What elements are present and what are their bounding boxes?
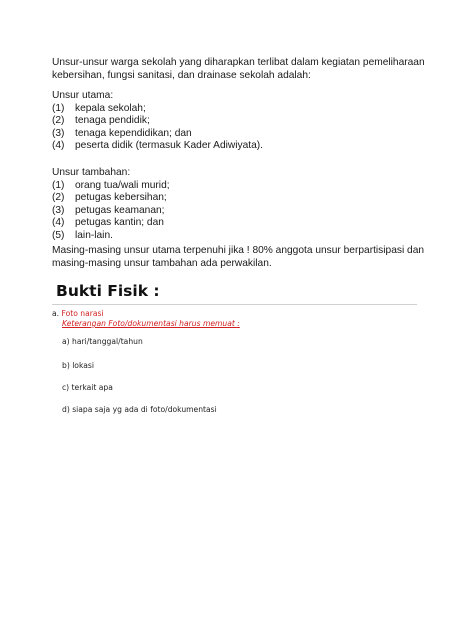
list-text: peserta didik (termasuk Kader Adiwiyata). xyxy=(75,140,263,152)
sub-item: b) lokasi xyxy=(62,361,94,370)
intro-line: kebersihan, fungsi sanitasi, dan drainase sekolah adalah: xyxy=(52,69,311,81)
section-title: Unsur tambahan: xyxy=(52,167,131,178)
unsur-tambahan-section xyxy=(52,167,170,243)
list-text: orang tua/wali murid; xyxy=(75,179,170,191)
list-number: (1) xyxy=(52,102,65,114)
sub-item: d) siapa saja yg ada di foto/dokumentasi xyxy=(62,405,217,414)
list-item xyxy=(52,180,170,193)
list-text: lain-lain. xyxy=(75,229,113,241)
list-number: (3) xyxy=(52,127,65,139)
foto-narasi-label: Foto narasi xyxy=(61,309,104,318)
list-text: kepala sekolah; xyxy=(75,102,146,114)
section-title: Unsur utama: xyxy=(52,90,114,101)
sub-item: a) hari/tanggal/tahun xyxy=(62,337,143,346)
list-item xyxy=(52,217,170,230)
list-text: tenaga pendidik; xyxy=(75,115,150,127)
heading-divider xyxy=(52,304,417,305)
list-number: (3) xyxy=(52,204,65,216)
unsur-utama-section xyxy=(52,90,263,153)
list-item xyxy=(52,192,170,205)
sub-item: c) terkait apa xyxy=(62,383,113,392)
list-text: petugas kebersihan; xyxy=(75,192,167,204)
list-number: (5) xyxy=(52,229,65,241)
closing-line: Masing-masing unsur utama terpenuhi jika ! 80% anggota unsur berpartisipasi dan xyxy=(52,245,425,256)
list-number: (4) xyxy=(52,217,65,229)
list-number: (4) xyxy=(52,140,65,152)
list-text: tenaga kependidikan; dan xyxy=(75,127,192,139)
list-item xyxy=(52,103,263,116)
list-item xyxy=(52,140,263,153)
list-text: petugas kantin; dan xyxy=(75,217,164,229)
item-prefix: a. xyxy=(52,309,60,318)
list-number: (1) xyxy=(52,179,65,191)
list-number: (2) xyxy=(52,115,65,127)
intro-line: Unsur-unsur warga sekolah yang diharapkan terlibat dalam kegiatan pemeliharaan xyxy=(52,57,425,68)
closing-paragraph xyxy=(52,245,424,270)
intro-paragraph xyxy=(52,57,425,82)
list-item xyxy=(52,205,170,218)
foto-narasi-item xyxy=(52,309,104,319)
closing-line: masing-masing unsur tambahan ada perwakilan. xyxy=(52,257,272,269)
list-text: petugas keamanan; xyxy=(75,204,165,216)
list-item xyxy=(52,230,170,243)
keterangan-note: Keterangan Foto/dokumentasi harus memuat : xyxy=(62,319,240,328)
list-item xyxy=(52,115,263,128)
list-number: (2) xyxy=(52,192,65,204)
bukti-fisik-heading: Bukti Fisik : xyxy=(56,282,160,300)
list-item xyxy=(52,128,263,141)
